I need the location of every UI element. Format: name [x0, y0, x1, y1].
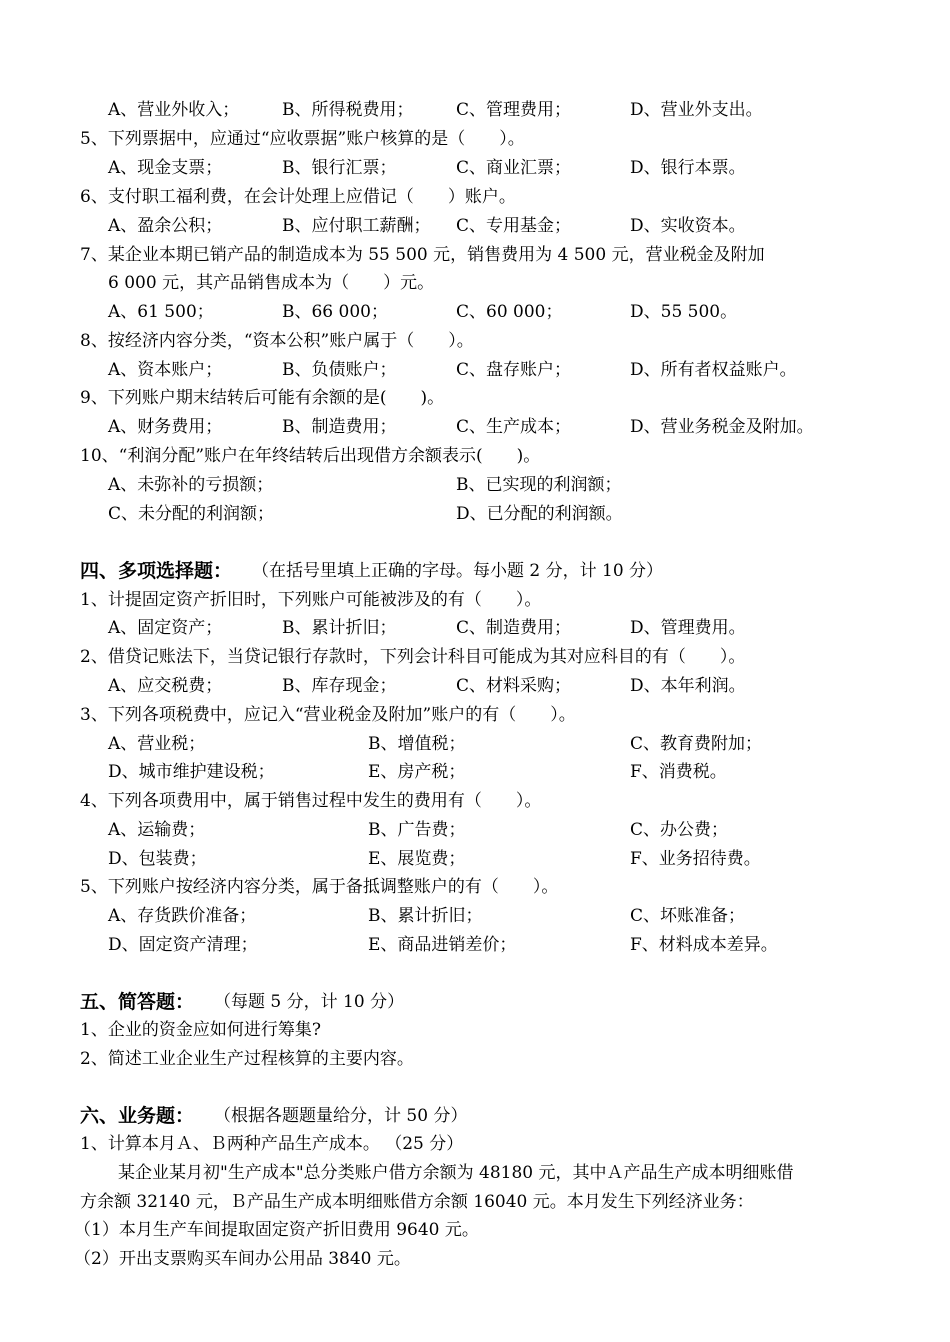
option-f: F、材料成本差异。 — [630, 935, 778, 955]
mc-q4-options-row-1 — [0, 816, 950, 844]
mc-q5-options-row-2 — [0, 931, 950, 959]
option-a: A、营业外收入； — [108, 100, 240, 120]
mc-q3-options-row-1 — [0, 730, 950, 758]
question-text: 1、企业的资金应如何进行筹集? — [80, 1020, 321, 1040]
option-a: A、存货跌价准备； — [108, 906, 257, 926]
mc-q4-options-row-2 — [0, 845, 950, 873]
mc-q3-options-row-2 — [0, 758, 950, 786]
question-text: 1、计提固定资产折旧时，下列账户可能被涉及的有（ ）。 — [80, 590, 542, 610]
option-c: C、材料采购； — [456, 676, 572, 696]
option-a: A、运输费； — [108, 820, 206, 840]
question-8 — [0, 327, 950, 355]
option-b: B、银行汇票； — [282, 158, 397, 178]
short-question-2 — [0, 1045, 950, 1073]
paragraph-text: 某企业某月初"生产成本"总分类账户借方余额为 48180 元，其中Ａ产品生产成本明细账借 — [118, 1163, 794, 1183]
option-a: A、未弥补的亏损额； — [108, 475, 274, 495]
option-f: F、消费税。 — [630, 762, 727, 782]
mc-q2-options — [0, 672, 950, 700]
option-c: C、60 000； — [456, 302, 563, 322]
short-question-1 — [0, 1016, 950, 1044]
mc-question-5 — [0, 873, 950, 901]
question-7-line-1 — [0, 241, 950, 269]
option-a: A、固定资产； — [108, 618, 223, 638]
question-5 — [0, 125, 950, 153]
option-e: E、商品进销差价； — [368, 935, 517, 955]
question-text: 6 000 元，其产品销售成本为（ ）元。 — [108, 273, 435, 293]
option-c: C、商业汇票； — [456, 158, 572, 178]
option-d: D、已分配的利润额。 — [456, 504, 623, 524]
option-d: D、55 500。 — [630, 302, 738, 322]
question-text: 2、简述工业企业生产过程核算的主要内容。 — [80, 1049, 414, 1069]
question-text: 5、下列账户按经济内容分类，属于备抵调整账户的有（ ）。 — [80, 877, 559, 897]
question-10 — [0, 442, 950, 470]
option-f: F、业务招待费。 — [630, 849, 761, 869]
question-6 — [0, 183, 950, 211]
section-note: （在括号里填上正确的字母。每小题 2 分，计 10 分） — [252, 561, 664, 581]
option-c: C、未分配的利润额； — [108, 504, 275, 524]
option-d: D、银行本票。 — [630, 158, 746, 178]
question-7-line-2 — [0, 269, 950, 297]
option-b: B、应付职工薪酬； — [282, 216, 431, 236]
mc-question-2 — [0, 643, 950, 671]
option-c: C、管理费用； — [456, 100, 572, 120]
option-c: C、专用基金； — [456, 216, 572, 236]
option-e: E、房产税； — [368, 762, 466, 782]
section-note: （每题 5 分，计 10 分） — [214, 992, 405, 1012]
section-title: 四、多项选择题： — [80, 560, 233, 582]
item-text: （1）本月生产车间提取固定资产折旧费用 9640 元。 — [74, 1220, 479, 1240]
question-text: 7、某企业本期已销产品的制造成本为 55 500 元，销售费用为 4 500 元，营业税金及附加 — [80, 245, 765, 265]
mc-q1-options — [0, 614, 950, 642]
mc-question-3 — [0, 701, 950, 729]
option-b: B、负债账户； — [282, 360, 397, 380]
option-a: A、财务费用； — [108, 417, 223, 437]
question-text: 2、借贷记账法下，当贷记银行存款时，下列会计科目可能成为其对应科目的有（ ）。 — [80, 647, 746, 667]
question-text: 5、下列票据中，应通过“应收票据”账户核算的是（ ）。 — [80, 129, 525, 149]
option-d: D、实收资本。 — [630, 216, 746, 236]
q9-options — [0, 413, 950, 441]
task-item-2 — [0, 1245, 950, 1273]
section-5-heading — [0, 988, 950, 1016]
option-a: A、营业税； — [108, 734, 206, 754]
paragraph-text: 方余额 32140 元，Ｂ产品生产成本明细账借方余额 16040 元。本月发生下列经济业务： — [80, 1192, 754, 1212]
option-c: C、办公费； — [630, 820, 729, 840]
option-c: C、盘存账户； — [456, 360, 572, 380]
q10-options-row-1 — [0, 471, 950, 499]
option-b: B、库存现金； — [282, 676, 397, 696]
q4-options — [0, 96, 950, 124]
question-text: 3、下列各项税费中，应记入“营业税金及附加”账户的有（ ）。 — [80, 705, 576, 725]
option-d: D、管理费用。 — [630, 618, 746, 638]
question-text: 8、按经济内容分类，“资本公积”账户属于（ ）。 — [80, 331, 474, 351]
question-text: 6、支付职工福利费，在会计处理上应借记（ ）账户。 — [80, 187, 516, 207]
q10-options-row-2 — [0, 500, 950, 528]
mc-question-4 — [0, 787, 950, 815]
option-d: D、固定资产清理； — [108, 935, 258, 955]
option-a: A、应交税费； — [108, 676, 223, 696]
option-c: C、坏账准备； — [630, 906, 746, 926]
option-b: B、66 000； — [282, 302, 388, 322]
task-paragraph-line-1 — [0, 1159, 950, 1187]
option-d: D、城市维护建设税； — [108, 762, 275, 782]
section-title: 五、简答题： — [80, 991, 195, 1013]
section-note: （根据各题题量给分，计 50 分） — [214, 1106, 468, 1126]
item-text: （2）开出支票购买车间办公用品 3840 元。 — [74, 1249, 411, 1269]
option-c: C、生产成本； — [456, 417, 572, 437]
option-a: A、资本账户； — [108, 360, 223, 380]
option-c: C、教育费附加； — [630, 734, 763, 754]
option-e: E、展览费； — [368, 849, 466, 869]
option-b: B、制造费用； — [282, 417, 397, 437]
option-d: D、本年利润。 — [630, 676, 746, 696]
option-d: D、营业务税金及附加。 — [630, 417, 814, 437]
question-text: 9、下列账户期末结转后可能有余额的是( )。 — [80, 388, 445, 408]
option-d: D、包装费； — [108, 849, 207, 869]
q5-options — [0, 154, 950, 182]
option-d: D、所有者权益账户。 — [630, 360, 797, 380]
option-b: B、累计折旧； — [282, 618, 397, 638]
task-question-1 — [0, 1130, 950, 1158]
option-b: B、增值税； — [368, 734, 466, 754]
option-b: B、广告费； — [368, 820, 466, 840]
question-9 — [0, 384, 950, 412]
option-a: A、盈余公积； — [108, 216, 223, 236]
option-a: A、61 500； — [108, 302, 214, 322]
task-item-1 — [0, 1216, 950, 1244]
question-text: 10、“利润分配”账户在年终结转后出现借方余额表示( )。 — [80, 446, 541, 466]
mc-q5-options-row-1 — [0, 902, 950, 930]
option-a: A、现金支票； — [108, 158, 223, 178]
q7-options — [0, 298, 950, 326]
option-c: C、制造费用； — [456, 618, 572, 638]
option-b: B、累计折旧； — [368, 906, 483, 926]
q6-options — [0, 212, 950, 240]
q8-options — [0, 356, 950, 384]
mc-question-1 — [0, 586, 950, 614]
option-d: D、营业外支出。 — [630, 100, 763, 120]
question-text: 4、下列各项费用中，属于销售过程中发生的费用有（ ）。 — [80, 791, 542, 811]
option-b: B、已实现的利润额； — [456, 475, 622, 495]
section-6-heading — [0, 1102, 950, 1130]
section-4-heading — [0, 557, 950, 585]
question-text: 1、计算本月Ａ、Ｂ两种产品生产成本。 （25 分） — [80, 1134, 464, 1154]
task-paragraph-line-2 — [0, 1188, 950, 1216]
section-title: 六、业务题： — [80, 1105, 195, 1127]
option-b: B、所得税费用； — [282, 100, 414, 120]
